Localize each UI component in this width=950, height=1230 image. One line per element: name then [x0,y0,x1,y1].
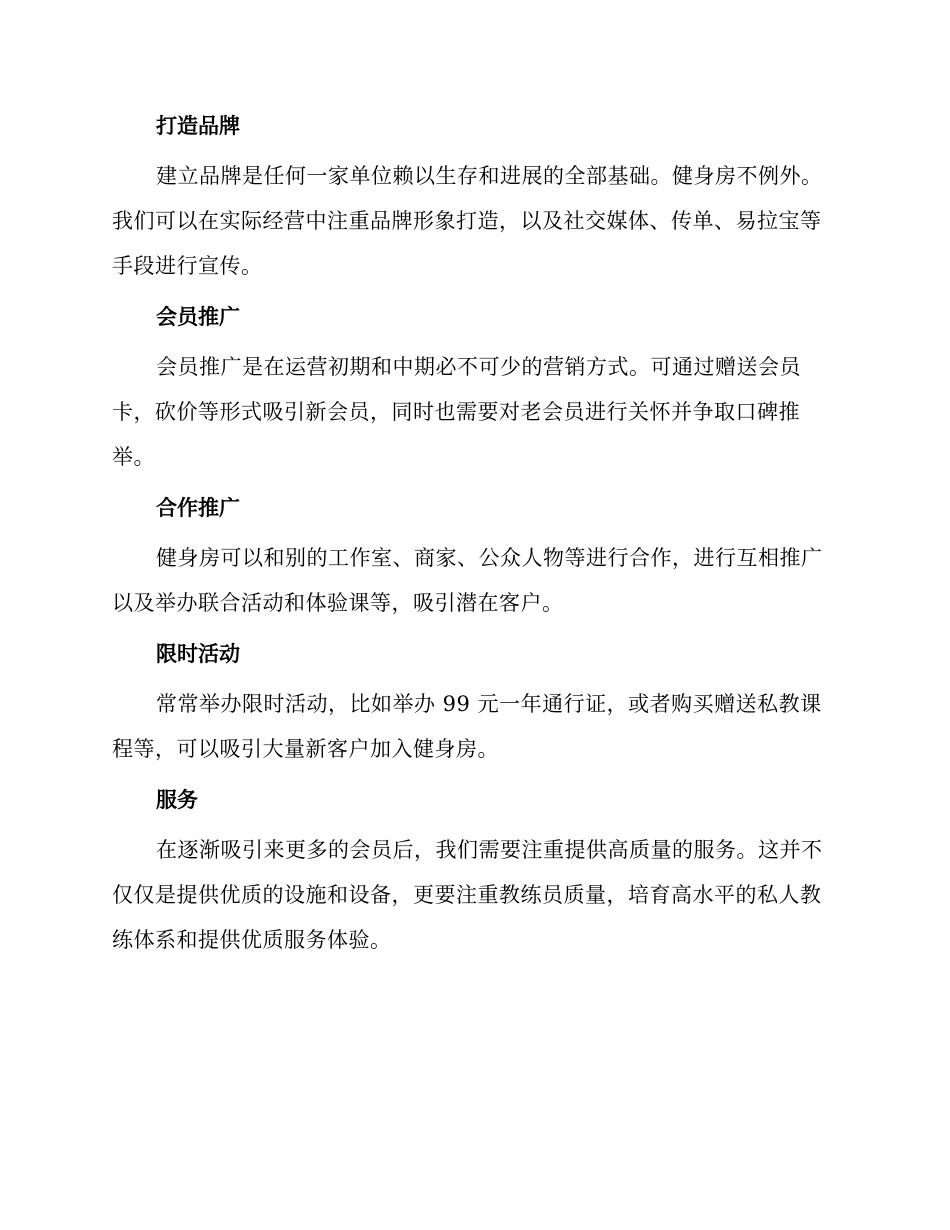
section-paragraph: 在逐渐吸引来更多的会员后，我们需要注重提供高质量的服务。这并不仅仅是提供优质的设施和设备，更要注重教练员质量，培育高水平的私人教练体系和提供优质服务体验。 [112,838,823,952]
section-heading: 限时活动 [156,642,240,666]
section-brand-building [112,106,840,289]
section-member-promotion [112,297,840,480]
section-paragraph: 建立品牌是任何一家单位赖以生存和进展的全部基础。健身房不例外。我们可以在实际经营中注重品牌形象打造，以及社交媒体、传单、易拉宝等手段进行宣传。 [112,164,823,278]
document-page [112,106,840,971]
section-limited-time-events [112,634,840,772]
section-heading: 会员推广 [156,305,240,329]
section-heading: 合作推广 [156,496,240,520]
section-paragraph: 健身房可以和别的工作室、商家、公众人物等进行合作，进行互相推广以及举办联合活动和体验课等，吸引潜在客户。 [112,546,823,615]
section-heading: 打造品牌 [156,114,240,138]
section-paragraph: 会员推广是在运营初期和中期必不可少的营销方式。可通过赠送会员卡，砍价等形式吸引新会员，同时也需要对老会员进行关怀并争取口碑推举。 [112,355,801,469]
section-partnership-promotion [112,488,840,626]
section-paragraph: 常常举办限时活动，比如举办 99 元一年通行证，或者购买赠送私教课程等，可以吸引大量新客户加入健身房。 [112,692,822,761]
section-heading: 服务 [156,788,198,812]
section-service [112,780,840,963]
